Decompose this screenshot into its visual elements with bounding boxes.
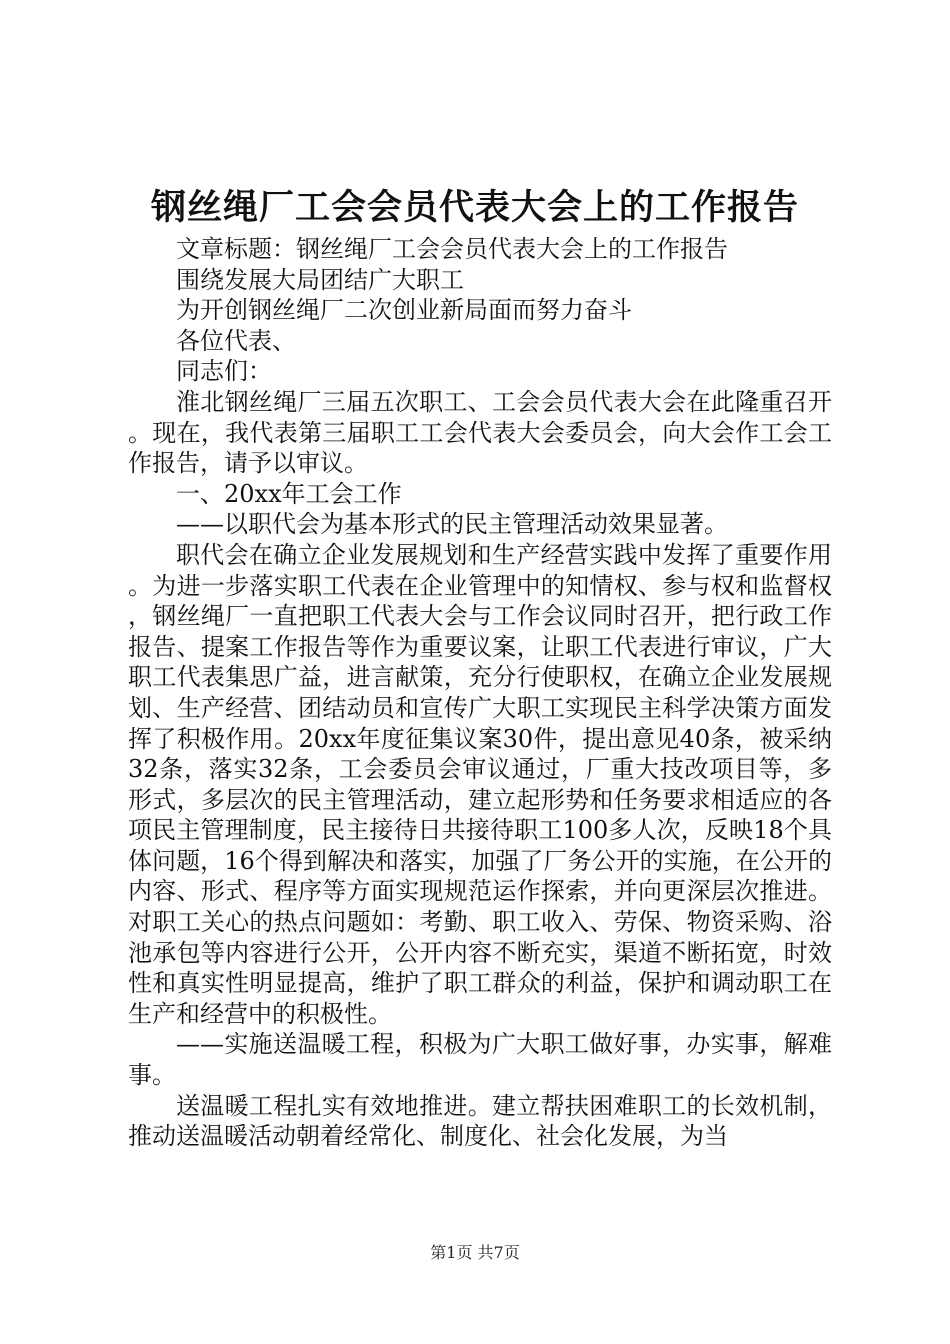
body-paragraph-1: 职代会在确立企业发展规划和生产经营实践中发挥了重要作用。为进一步落实职工代表在企业管理中的知情权、参与权和监督权，钢丝绳厂一直把职工代表大会与工作会议同时召开，把行政工作报告、提案工作报告等作为重要议案，让职工代表进行审议，广大职工代表集思广益，进言献策，充分行使职权，在确立企业发展规划、生产经营、团结动员和宣传广大职工实现民主科学决策方面发挥了积极作用。20xx年度征集议案30件，提出意见40条，被采纳32条，落实32条，工会委员会审议通过，厂重大技改项目等，多形式，多层次的民主管理活动，建立起形势和任务要求相适应的各项民主管理制度，民主接待日共接待职工100多人次，反映18个具体问题，16个得到解决和落实，加强了厂务公开的实施，在公开的内容、形式、程序等方面实现规范运作探索，并向更深层次推进。对职工关心的热点问题如：考勤、职工收入、劳保、物资采购、浴池承包等内容进行公开，公开内容不断充实，渠道不断拓宽，时效性和真实性明显提高，维护了职工群众的利益，保护和调动职工在生产和经营中的积极性。 [128,540,832,1028]
page-number-footer: 第1页 共7页 [430,1243,520,1262]
subsection-heading-2: ——实施送温暖工程，积极为广大职工做好事，办实事，解难事。 [128,1030,832,1090]
body-paragraph-2: 送温暖工程扎实有效地推进。建立帮扶困难职工的长效机制，推动送温暖活动朝着经常化、制度化、社会化发展，为当 [128,1091,832,1151]
document-body [128,234,832,1152]
subtitle-line-1: 围绕发展大局团结广大职工 [176,265,464,294]
salutation-line-1: 各位代表、 [176,326,296,355]
article-title-line: 文章标题：钢丝绳厂工会会员代表大会上的工作报告 [176,235,728,263]
opening-paragraph: 淮北钢丝绳厂三届五次职工、工会会员代表大会在此隆重召开。现在，我代表第三届职工工会代表大会委员会，向大会作工会工作报告，请予以审议。 [128,387,832,478]
subsection-heading-1: ——以职代会为基本形式的民主管理活动效果显著。 [176,510,728,539]
salutation-line-2: 同志们： [176,357,272,386]
subtitle-line-2: 为开创钢丝绳厂二次创业新局面而努力奋斗 [176,296,632,325]
section-heading: 一、20xx年工会工作 [176,479,402,508]
document-title: 钢丝绳厂工会会员代表大会上的工作报告 [150,187,799,228]
